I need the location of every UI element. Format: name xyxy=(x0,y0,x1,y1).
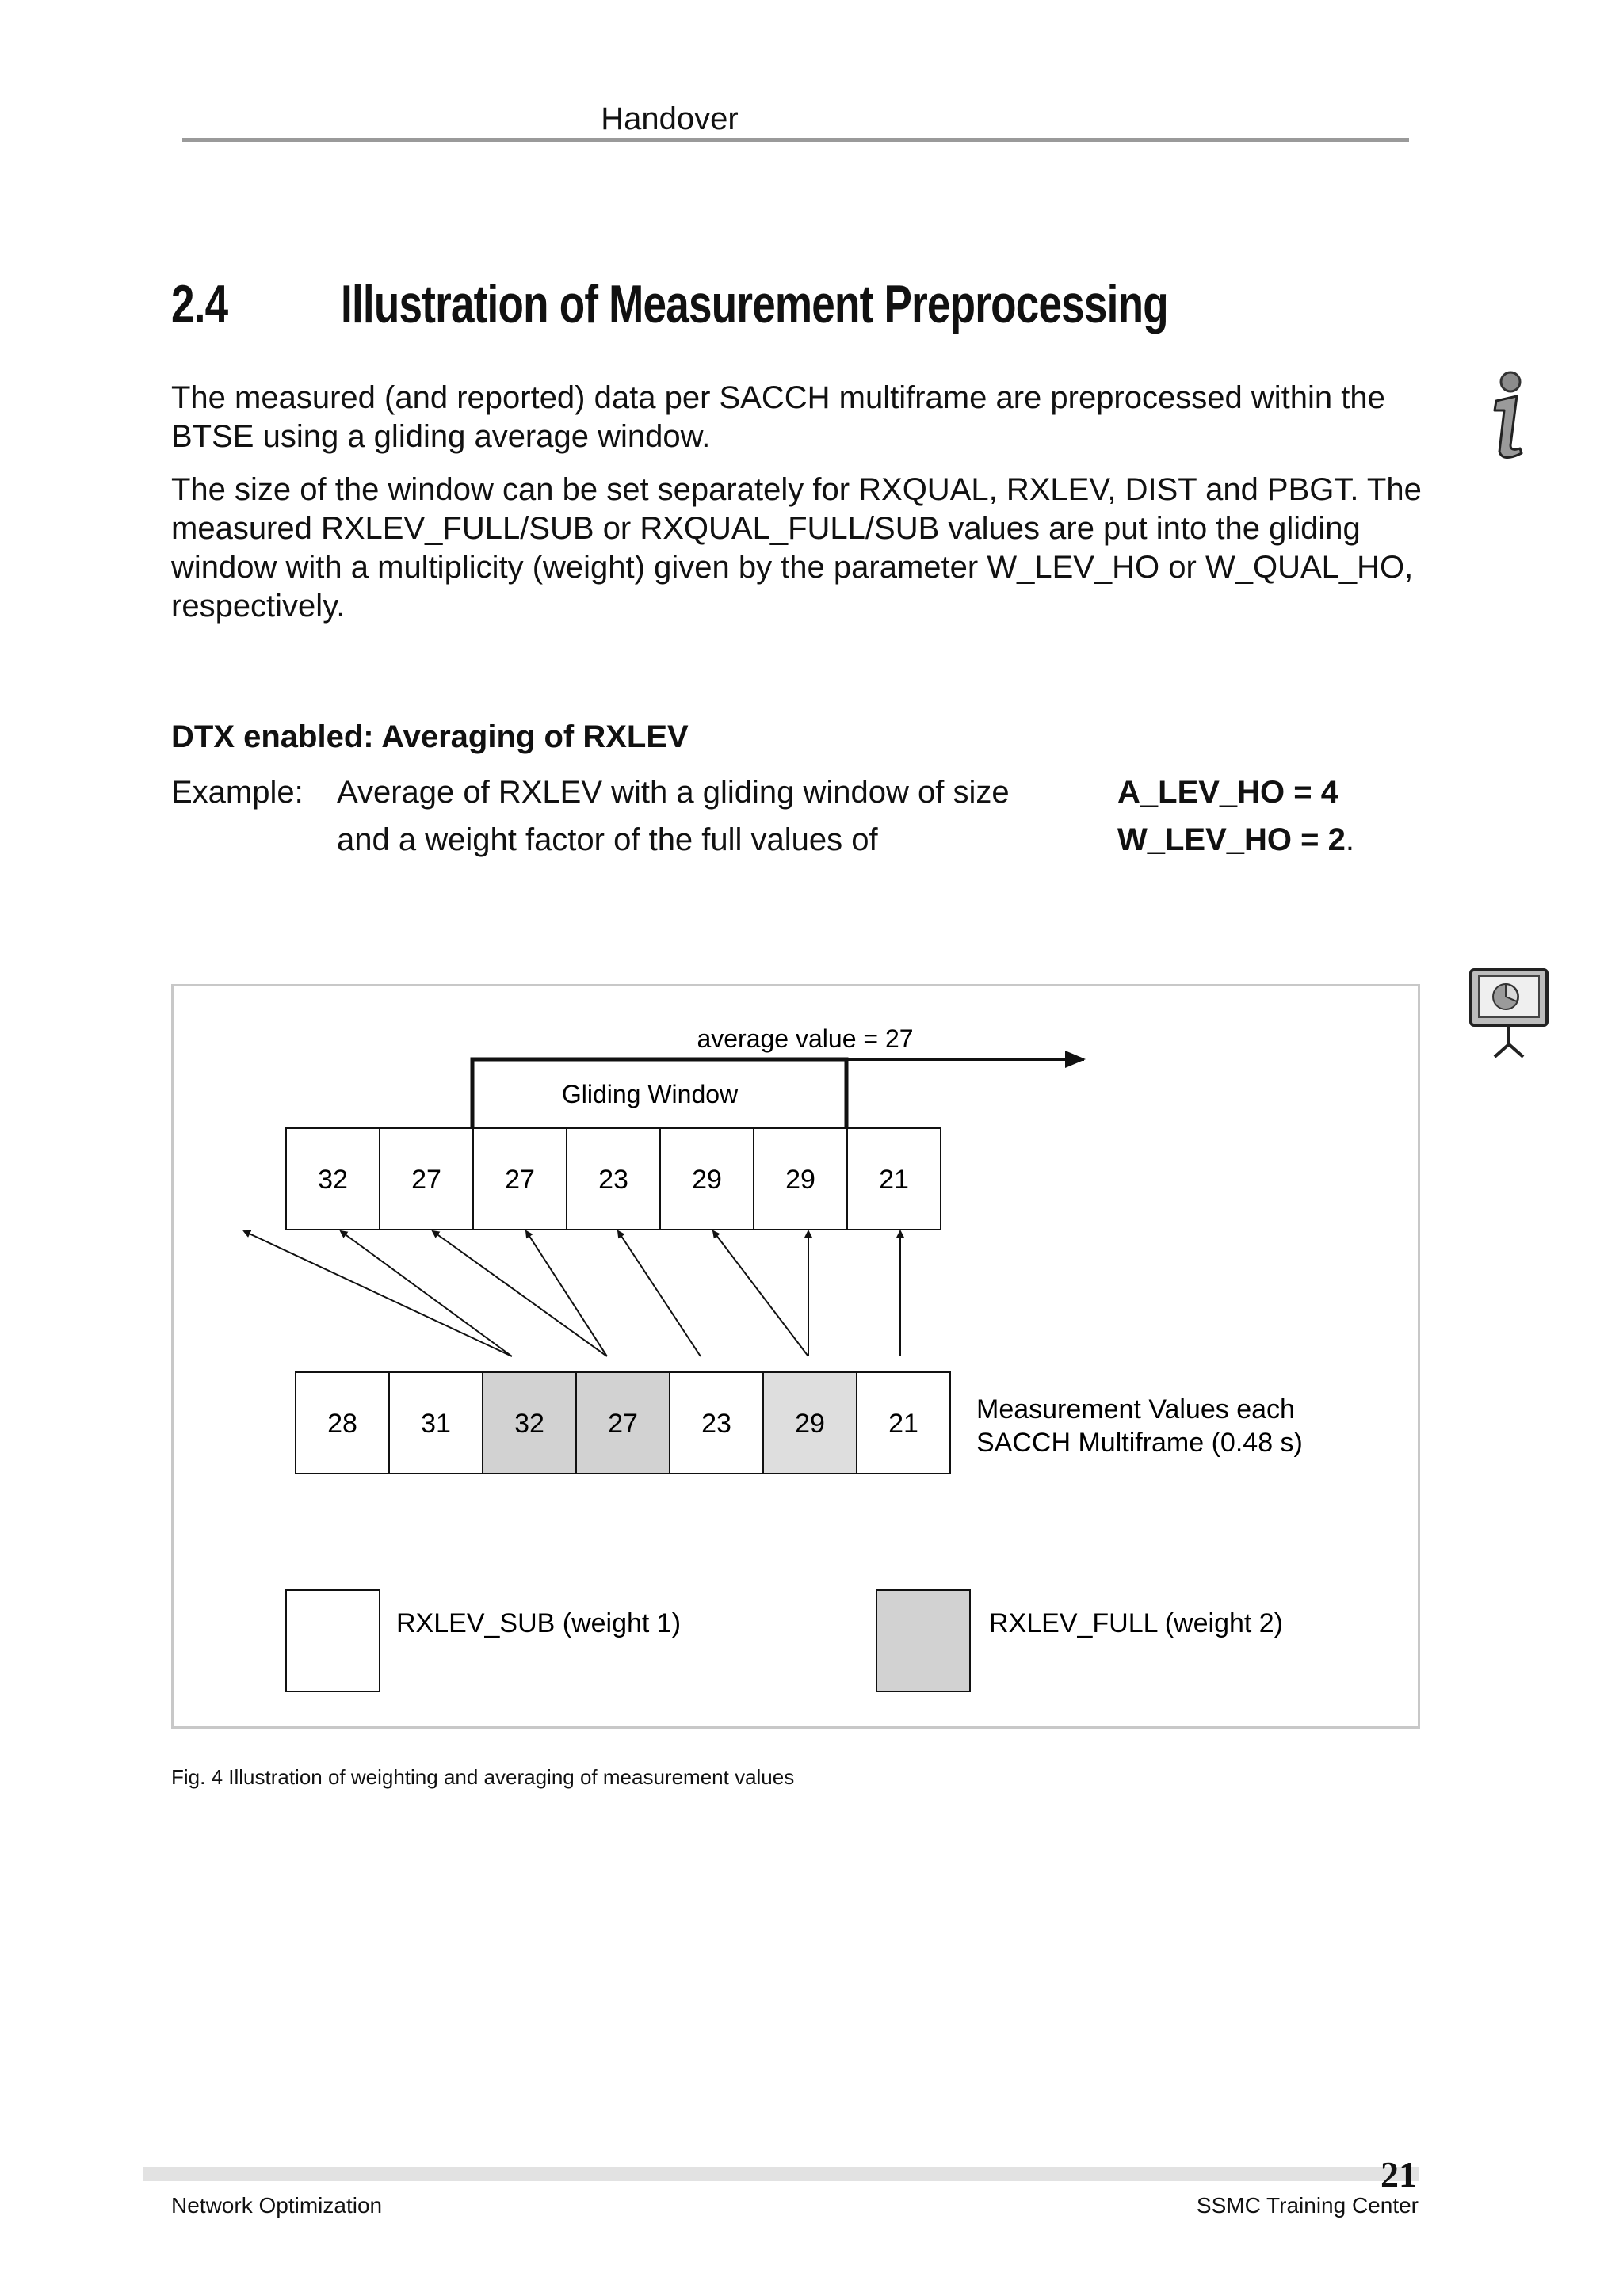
legend-swatch-full xyxy=(876,1590,970,1691)
average-value-label: average value = 27 xyxy=(697,1024,914,1053)
running-header-title: Handover xyxy=(601,101,739,136)
measurement-cell-value: 28 xyxy=(327,1409,357,1439)
measurement-cell-value: 21 xyxy=(888,1409,918,1439)
weight-arrow xyxy=(244,1231,512,1356)
window-values-row xyxy=(286,1128,941,1230)
window-cell-value: 27 xyxy=(411,1165,441,1195)
measurement-label-line-1: Measurement Values each xyxy=(976,1394,1295,1425)
window-cell-value: 29 xyxy=(785,1165,815,1195)
weight-arrow xyxy=(341,1231,512,1356)
example-value-2-text: W_LEV_HO = 2 xyxy=(1117,822,1346,857)
body-paragraph-1: The measured (and reported) data per SACCH multiframe are preprocessed within the BTSE using a gliding average window. xyxy=(171,380,1385,454)
measurement-cell-value: 27 xyxy=(608,1409,638,1439)
measurement-cell-value: 31 xyxy=(421,1409,451,1439)
example-value-2 xyxy=(1117,822,1354,858)
legend-swatch-sub xyxy=(286,1590,380,1691)
info-icon xyxy=(1476,369,1539,464)
weight-arrow xyxy=(433,1231,607,1356)
window-cell-value: 27 xyxy=(505,1165,535,1195)
body-paragraph-2: The size of the window can be set separately for RXQUAL, RXLEV, DIST and PBGT. The measured RXLEV_FULL/SUB or RXQUAL_FULL/SUB values are put into the gliding window with a multiplicity (weight) given by the parameter W_LEV_HO or W_QUAL_HO, respectively. xyxy=(171,472,1422,624)
figure-caption: Fig. 4 Illustration of weighting and averaging of measurement values xyxy=(171,1765,795,1789)
gliding-window-label: Gliding Window xyxy=(561,1080,739,1108)
gliding-window-figure xyxy=(171,984,1420,1729)
example-label: Example: xyxy=(171,775,304,810)
example-value-1: A_LEV_HO = 4 xyxy=(1117,775,1339,810)
window-cell-value: 21 xyxy=(879,1165,909,1195)
example-line-2: and a weight factor of the full values of xyxy=(337,822,878,857)
legend-full-label: RXLEV_FULL (weight 2) xyxy=(989,1608,1284,1638)
measurement-cell-value: 32 xyxy=(514,1409,544,1439)
presentation-screen-icon xyxy=(1466,965,1553,1060)
window-cell-value: 29 xyxy=(692,1165,722,1195)
weight-arrow xyxy=(526,1231,607,1356)
window-cell-value: 23 xyxy=(598,1165,628,1195)
example-line-1: Average of RXLEV with a gliding window of size xyxy=(337,775,1010,810)
weighting-arrows xyxy=(244,1231,900,1356)
header-rule xyxy=(182,138,1409,142)
footer-rule xyxy=(143,2167,1419,2181)
weight-arrow xyxy=(713,1231,808,1356)
footer-right-text: SSMC Training Center xyxy=(1196,2193,1419,2218)
section-number: 2.4 xyxy=(171,274,228,334)
measurement-cell-value: 23 xyxy=(701,1409,731,1439)
footer-left-text: Network Optimization xyxy=(171,2193,383,2218)
measurement-values-row xyxy=(296,1372,950,1474)
section-title: Illustration of Measurement Preprocessing xyxy=(341,274,1168,334)
window-cell-value: 32 xyxy=(318,1165,348,1195)
measurement-label-line-2: SACCH Multiframe (0.48 s) xyxy=(976,1428,1303,1458)
legend-sub-label: RXLEV_SUB (weight 1) xyxy=(396,1608,682,1638)
page-number: 21 xyxy=(1381,2154,1417,2195)
measurement-cell-value: 29 xyxy=(795,1409,825,1439)
weight-arrow xyxy=(618,1231,701,1356)
example-heading: DTX enabled: Averaging of RXLEV xyxy=(171,719,689,754)
example-value-2-suffix: . xyxy=(1345,822,1354,857)
